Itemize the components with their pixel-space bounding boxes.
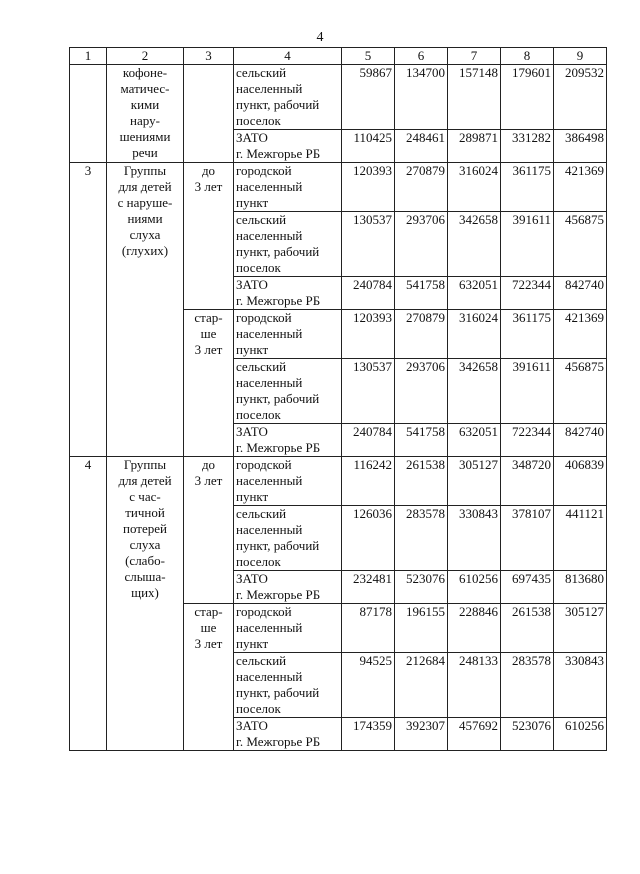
territory-cell: городской населенный пункт bbox=[234, 457, 342, 506]
value-cell: 421369 bbox=[554, 310, 607, 359]
value-cell: 212684 bbox=[395, 653, 448, 718]
value-cell: 293706 bbox=[395, 359, 448, 424]
group-name-cell: кофоне- матичес- кими нару- шениями речи bbox=[107, 65, 184, 163]
group-name-cell: Группы для детей с наруше- ниями слуха (глухих) bbox=[107, 163, 184, 457]
value-cell: 813680 bbox=[554, 571, 607, 604]
header-cell: 1 bbox=[70, 48, 107, 65]
value-cell: 209532 bbox=[554, 65, 607, 130]
territory-cell: сельский населенный пункт, рабочий поселок bbox=[234, 65, 342, 130]
value-cell: 421369 bbox=[554, 163, 607, 212]
value-cell: 87178 bbox=[342, 604, 395, 653]
value-cell: 283578 bbox=[395, 506, 448, 571]
value-cell: 134700 bbox=[395, 65, 448, 130]
age-cell: стар- ше 3 лет bbox=[184, 604, 234, 751]
territory-cell: сельский населенный пункт, рабочий поселок bbox=[234, 359, 342, 424]
territory-cell: сельский населенный пункт, рабочий поселок bbox=[234, 212, 342, 277]
value-cell: 196155 bbox=[395, 604, 448, 653]
value-cell: 610256 bbox=[554, 718, 607, 751]
value-cell: 261538 bbox=[501, 604, 554, 653]
value-cell: 179601 bbox=[501, 65, 554, 130]
header-cell: 6 bbox=[395, 48, 448, 65]
table-row bbox=[70, 163, 607, 212]
value-cell: 232481 bbox=[342, 571, 395, 604]
value-cell: 305127 bbox=[448, 457, 501, 506]
value-cell: 386498 bbox=[554, 130, 607, 163]
value-cell: 174359 bbox=[342, 718, 395, 751]
value-cell: 130537 bbox=[342, 359, 395, 424]
value-cell: 632051 bbox=[448, 277, 501, 310]
value-cell: 541758 bbox=[395, 277, 448, 310]
header-cell: 5 bbox=[342, 48, 395, 65]
territory-cell: городской населенный пункт bbox=[234, 163, 342, 212]
group-number-cell: 3 bbox=[70, 163, 107, 457]
territory-cell: городской населенный пункт bbox=[234, 604, 342, 653]
value-cell: 270879 bbox=[395, 310, 448, 359]
header-cell: 7 bbox=[448, 48, 501, 65]
value-cell: 270879 bbox=[395, 163, 448, 212]
group-name-cell: Группы для детей с час- тичной потерей слуха (слабо- слыша- щих) bbox=[107, 457, 184, 751]
value-cell: 378107 bbox=[501, 506, 554, 571]
value-cell: 722344 bbox=[501, 424, 554, 457]
value-cell: 457692 bbox=[448, 718, 501, 751]
value-cell: 842740 bbox=[554, 277, 607, 310]
value-cell: 610256 bbox=[448, 571, 501, 604]
value-cell: 722344 bbox=[501, 277, 554, 310]
value-cell: 441121 bbox=[554, 506, 607, 571]
header-cell: 2 bbox=[107, 48, 184, 65]
value-cell: 348720 bbox=[501, 457, 554, 506]
value-cell: 632051 bbox=[448, 424, 501, 457]
age-cell: стар- ше 3 лет bbox=[184, 310, 234, 457]
page-number: 4 bbox=[316, 30, 324, 45]
value-cell: 130537 bbox=[342, 212, 395, 277]
header-cell: 3 bbox=[184, 48, 234, 65]
value-cell: 240784 bbox=[342, 277, 395, 310]
age-cell: до 3 лет bbox=[184, 163, 234, 310]
value-cell: 59867 bbox=[342, 65, 395, 130]
territory-cell: ЗАТО г. Межгорье РБ bbox=[234, 571, 342, 604]
territory-cell: ЗАТО г. Межгорье РБ bbox=[234, 718, 342, 751]
age-cell: до 3 лет bbox=[184, 457, 234, 604]
tariff-table bbox=[69, 47, 607, 751]
value-cell: 361175 bbox=[501, 310, 554, 359]
group-number-cell: 4 bbox=[70, 457, 107, 751]
value-cell: 342658 bbox=[448, 359, 501, 424]
value-cell: 316024 bbox=[448, 163, 501, 212]
territory-cell: сельский населенный пункт, рабочий поселок bbox=[234, 653, 342, 718]
table-body bbox=[70, 48, 607, 751]
value-cell: 248133 bbox=[448, 653, 501, 718]
territory-cell: ЗАТО г. Межгорье РБ bbox=[234, 277, 342, 310]
value-cell: 342658 bbox=[448, 212, 501, 277]
value-cell: 523076 bbox=[395, 571, 448, 604]
value-cell: 330843 bbox=[554, 653, 607, 718]
value-cell: 456875 bbox=[554, 212, 607, 277]
value-cell: 331282 bbox=[501, 130, 554, 163]
value-cell: 541758 bbox=[395, 424, 448, 457]
header-row bbox=[70, 48, 607, 65]
value-cell: 391611 bbox=[501, 359, 554, 424]
table-row bbox=[70, 65, 607, 130]
value-cell: 261538 bbox=[395, 457, 448, 506]
value-cell: 406839 bbox=[554, 457, 607, 506]
header-cell: 8 bbox=[501, 48, 554, 65]
value-cell: 240784 bbox=[342, 424, 395, 457]
value-cell: 228846 bbox=[448, 604, 501, 653]
value-cell: 697435 bbox=[501, 571, 554, 604]
value-cell: 116242 bbox=[342, 457, 395, 506]
header-cell: 9 bbox=[554, 48, 607, 65]
value-cell: 316024 bbox=[448, 310, 501, 359]
value-cell: 842740 bbox=[554, 424, 607, 457]
value-cell: 248461 bbox=[395, 130, 448, 163]
table-row bbox=[70, 457, 607, 506]
value-cell: 305127 bbox=[554, 604, 607, 653]
value-cell: 456875 bbox=[554, 359, 607, 424]
group-number-cell bbox=[70, 65, 107, 163]
value-cell: 126036 bbox=[342, 506, 395, 571]
territory-cell: ЗАТО г. Межгорье РБ bbox=[234, 130, 342, 163]
value-cell: 120393 bbox=[342, 163, 395, 212]
value-cell: 330843 bbox=[448, 506, 501, 571]
territory-cell: ЗАТО г. Межгорье РБ bbox=[234, 424, 342, 457]
value-cell: 157148 bbox=[448, 65, 501, 130]
value-cell: 293706 bbox=[395, 212, 448, 277]
value-cell: 283578 bbox=[501, 653, 554, 718]
value-cell: 120393 bbox=[342, 310, 395, 359]
value-cell: 94525 bbox=[342, 653, 395, 718]
header-cell: 4 bbox=[234, 48, 342, 65]
value-cell: 361175 bbox=[501, 163, 554, 212]
territory-cell: сельский населенный пункт, рабочий поселок bbox=[234, 506, 342, 571]
age-cell bbox=[184, 65, 234, 163]
value-cell: 289871 bbox=[448, 130, 501, 163]
value-cell: 392307 bbox=[395, 718, 448, 751]
value-cell: 391611 bbox=[501, 212, 554, 277]
territory-cell: городской населенный пункт bbox=[234, 310, 342, 359]
value-cell: 523076 bbox=[501, 718, 554, 751]
value-cell: 110425 bbox=[342, 130, 395, 163]
